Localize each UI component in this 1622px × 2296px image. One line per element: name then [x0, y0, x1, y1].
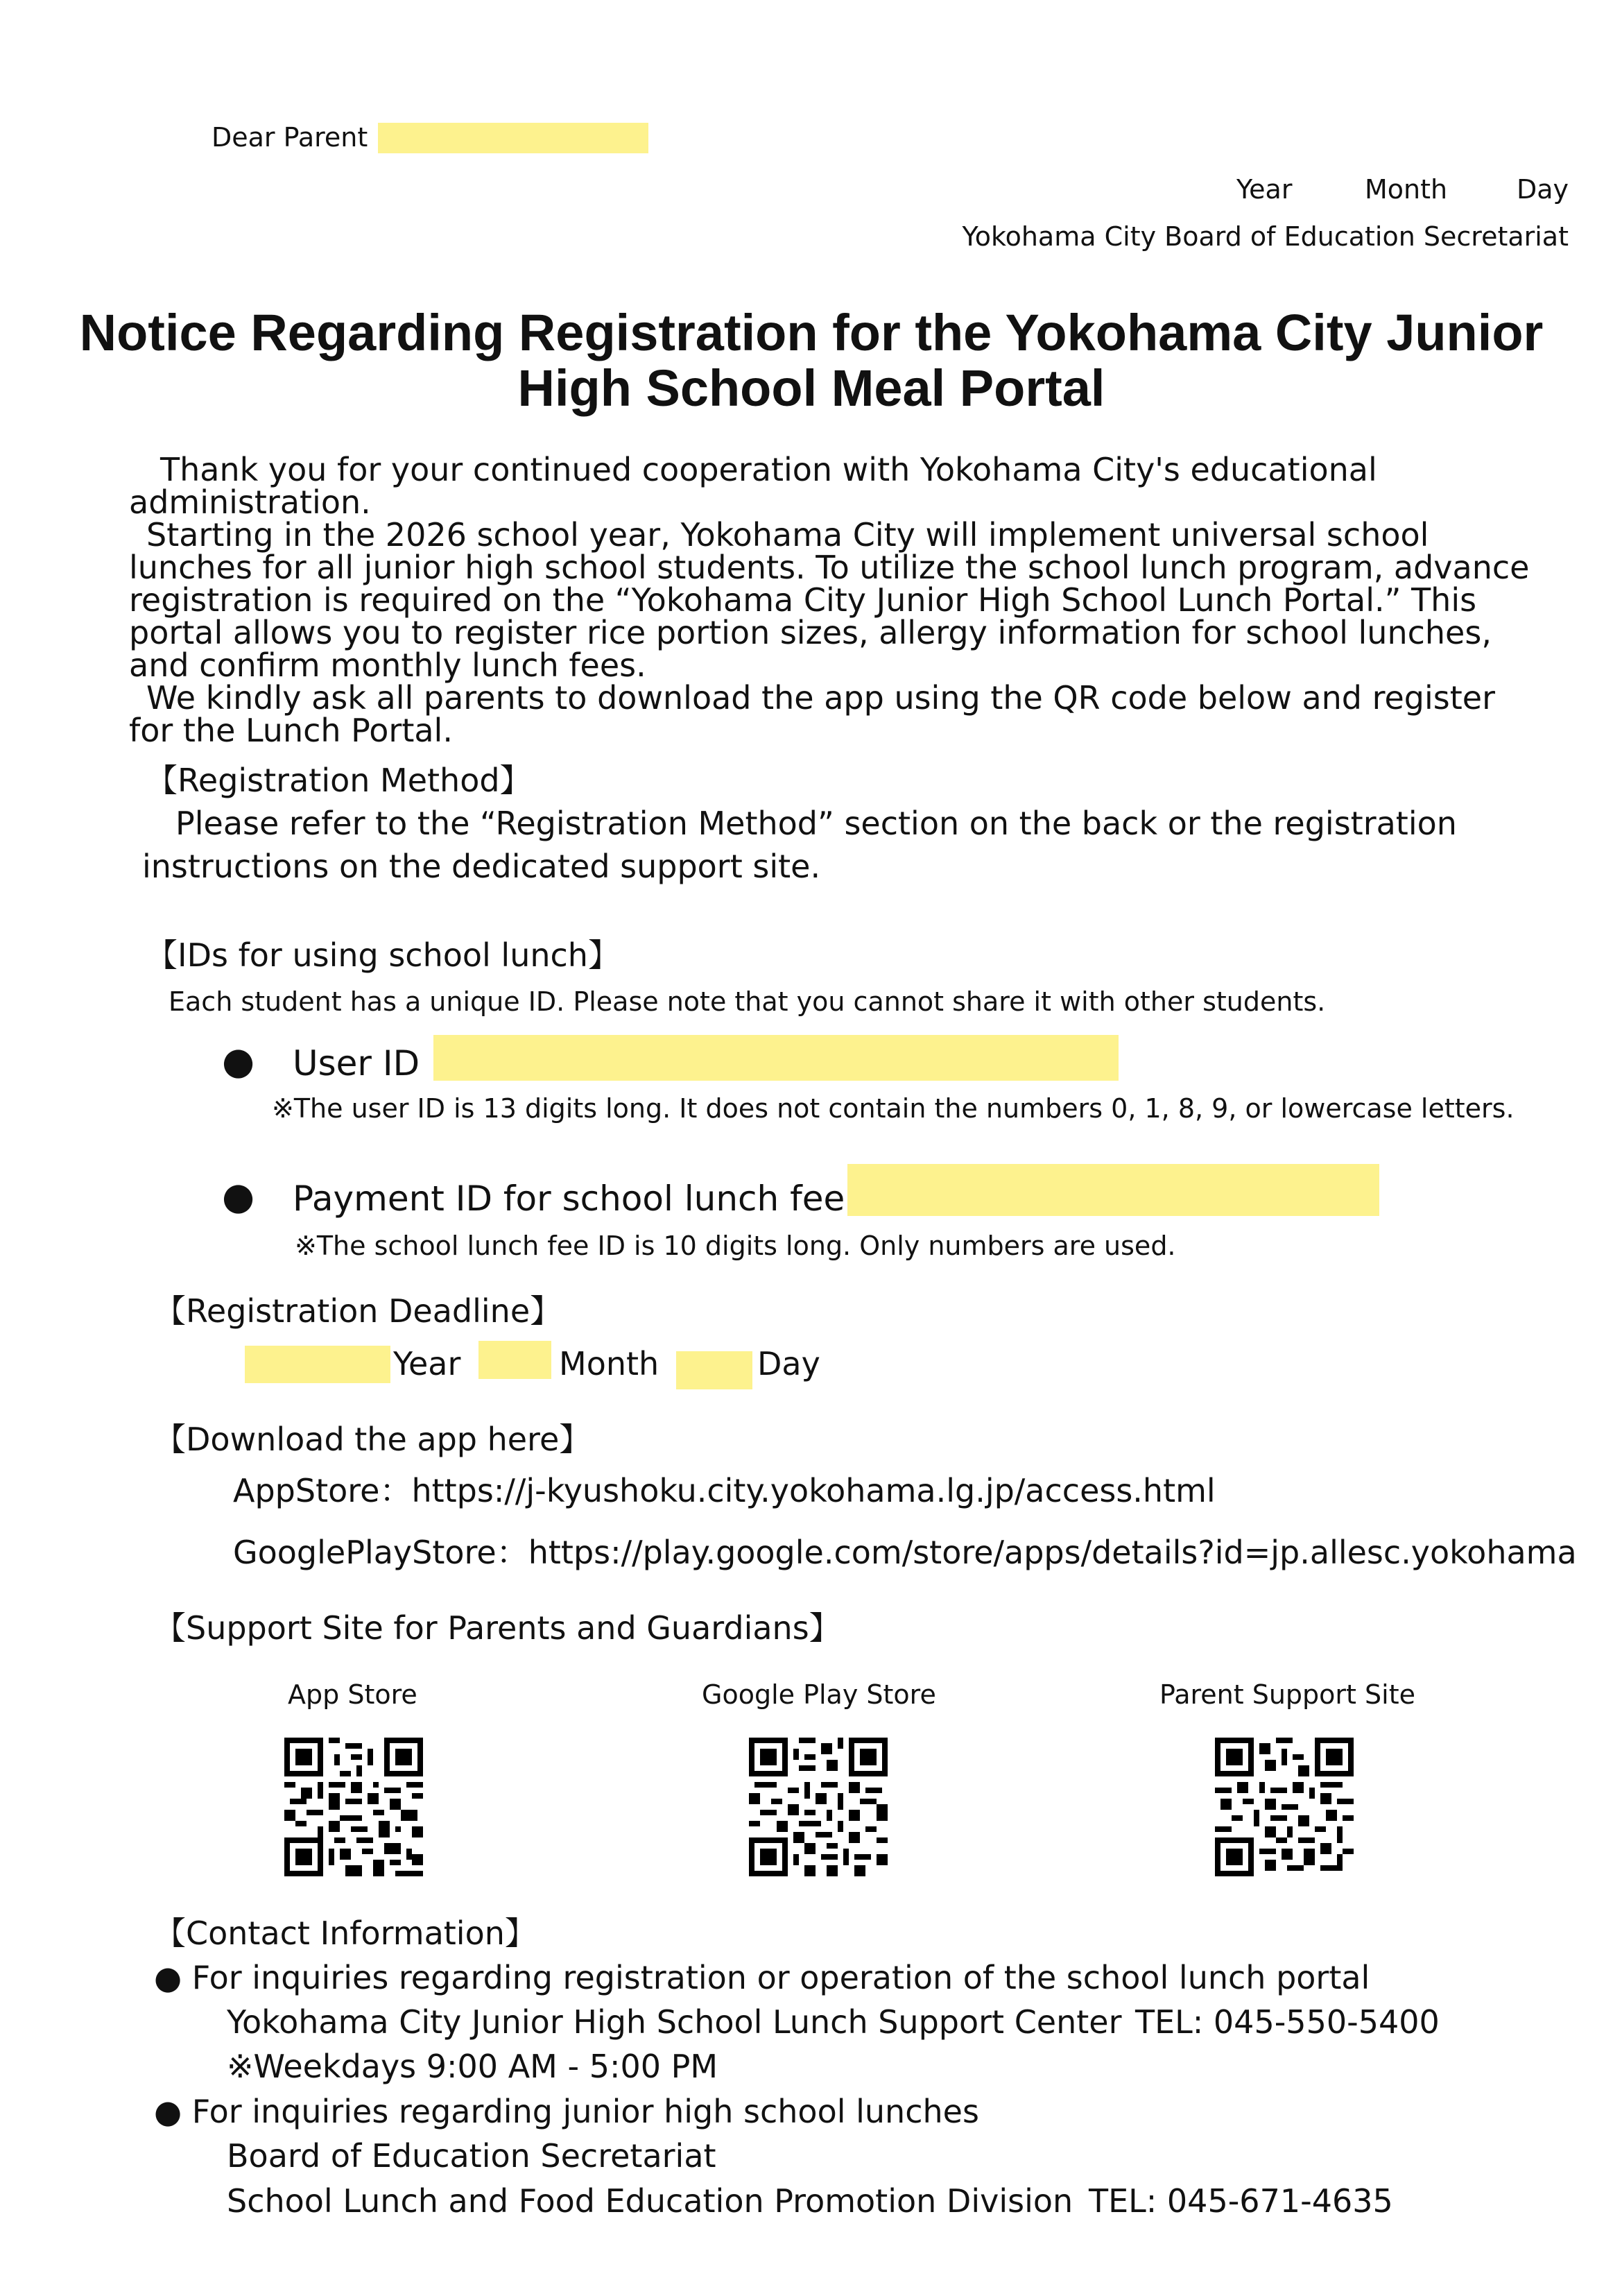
registration-method-line2: instructions on the dedicated support site. — [142, 848, 821, 885]
payment-id-field[interactable] — [847, 1164, 1379, 1216]
registration-method-heading: 【Registration Method】 — [146, 762, 532, 799]
contact-item1-hours: ※Weekdays 9:00 AM - 5:00 PM — [227, 2048, 718, 2085]
contact-item1-org: Yokohama City Junior High School Lunch Support Center — [227, 2003, 1122, 2041]
intro-p1: Thank you for your continued cooperation with Yokohama City's educational administration. — [129, 451, 1377, 521]
deadline-month-field[interactable] — [478, 1341, 551, 1379]
user-id-label: User ID — [293, 1043, 420, 1083]
intro-p2: Starting in the 2026 school year, Yokohama City will implement universal school lunches for all junior high school students. To utilize the school lunch program, advance registration is required on the “Yokohama City Junior High School Lunch Portal.” This portal allows you to register rice portion sizes, allergy information for school lunches, and confirm monthly lunch fees. — [129, 516, 1530, 684]
page-title-line2: High School Meal Portal — [517, 359, 1105, 417]
user-id-note: ※The user ID is 13 digits long. It does not contain the numbers 0, 1, 8, 9, or lowercase letters. — [272, 1093, 1515, 1124]
qr-label-app-store: App Store — [288, 1679, 417, 1710]
salutation: Dear Parent — [212, 122, 368, 153]
payment-id-note: ※The school lunch fee ID is 10 digits long. Only numbers are used. — [295, 1231, 1176, 1261]
contact-item1-title: ● For inquiries regarding registration or operation of the school lunch portal — [154, 1959, 1370, 1996]
contact-item2-org: Board of Education Secretariat — [227, 2137, 716, 2175]
deadline-year-field[interactable] — [245, 1346, 390, 1383]
appstore-link[interactable]: AppStore：https://j-kyushoku.city.yokohama.lg.jp/access.html — [233, 1472, 1216, 1509]
deadline-day-label: Day — [757, 1345, 820, 1382]
registration-method-line1: Please refer to the “Registration Method” section on the back or the registration — [175, 805, 1457, 842]
app-store-qr-icon[interactable] — [284, 1738, 423, 1876]
deadline-year-label: Year — [393, 1345, 461, 1382]
google-play-qr-icon[interactable] — [749, 1738, 888, 1876]
page-title — [55, 305, 1567, 416]
contact-item2-tel: TEL: 045-671-4635 — [1089, 2182, 1393, 2220]
intro — [129, 451, 1530, 749]
deadline-month-label: Month — [559, 1345, 659, 1382]
deadline-day-field[interactable] — [676, 1351, 752, 1389]
contact-heading: 【Contact Information】 — [154, 1914, 537, 1952]
parent-support-qr-icon[interactable] — [1215, 1738, 1354, 1876]
qr-label-google-play: Google Play Store — [702, 1679, 936, 1710]
support-heading: 【Support Site for Parents and Guardians】 — [154, 1609, 841, 1647]
date-year-label: Year — [1236, 174, 1293, 205]
parent-name-field[interactable] — [378, 123, 648, 153]
deadline-heading: 【Registration Deadline】 — [154, 1292, 562, 1330]
intro-p3: We kindly ask all parents to download the app using the QR code below and register for the Lunch Portal. — [129, 679, 1496, 749]
date-month-label: Month — [1365, 174, 1448, 205]
download-heading: 【Download the app here】 — [154, 1421, 592, 1458]
user-id-field[interactable] — [433, 1035, 1119, 1081]
contact-item2-division: School Lunch and Food Education Promotion Division — [227, 2182, 1073, 2220]
date-day-label: Day — [1517, 174, 1569, 205]
ids-note: Each student has a unique ID. Please note that you cannot share it with other students. — [169, 986, 1326, 1017]
ids-heading: 【IDs for using school lunch】 — [146, 936, 620, 974]
user-id-bullet: ● — [222, 1039, 255, 1083]
googleplay-link[interactable]: GooglePlayStore：https://play.google.com/store/apps/details?id=jp.allesc.yokohama — [233, 1534, 1577, 1571]
contact-item1-tel: TEL: 045-550-5400 — [1135, 2003, 1440, 2041]
sender: Yokohama City Board of Education Secretariat — [962, 221, 1569, 252]
page-title-line1: Notice Regarding Registration for the Yokohama City Junior — [79, 304, 1544, 361]
contact-item2-title: ● For inquiries regarding junior high school lunches — [154, 2093, 979, 2130]
payment-id-label: Payment ID for school lunch fee — [293, 1179, 845, 1219]
qr-label-parent-support: Parent Support Site — [1159, 1679, 1415, 1710]
payment-id-bullet: ● — [222, 1174, 255, 1218]
